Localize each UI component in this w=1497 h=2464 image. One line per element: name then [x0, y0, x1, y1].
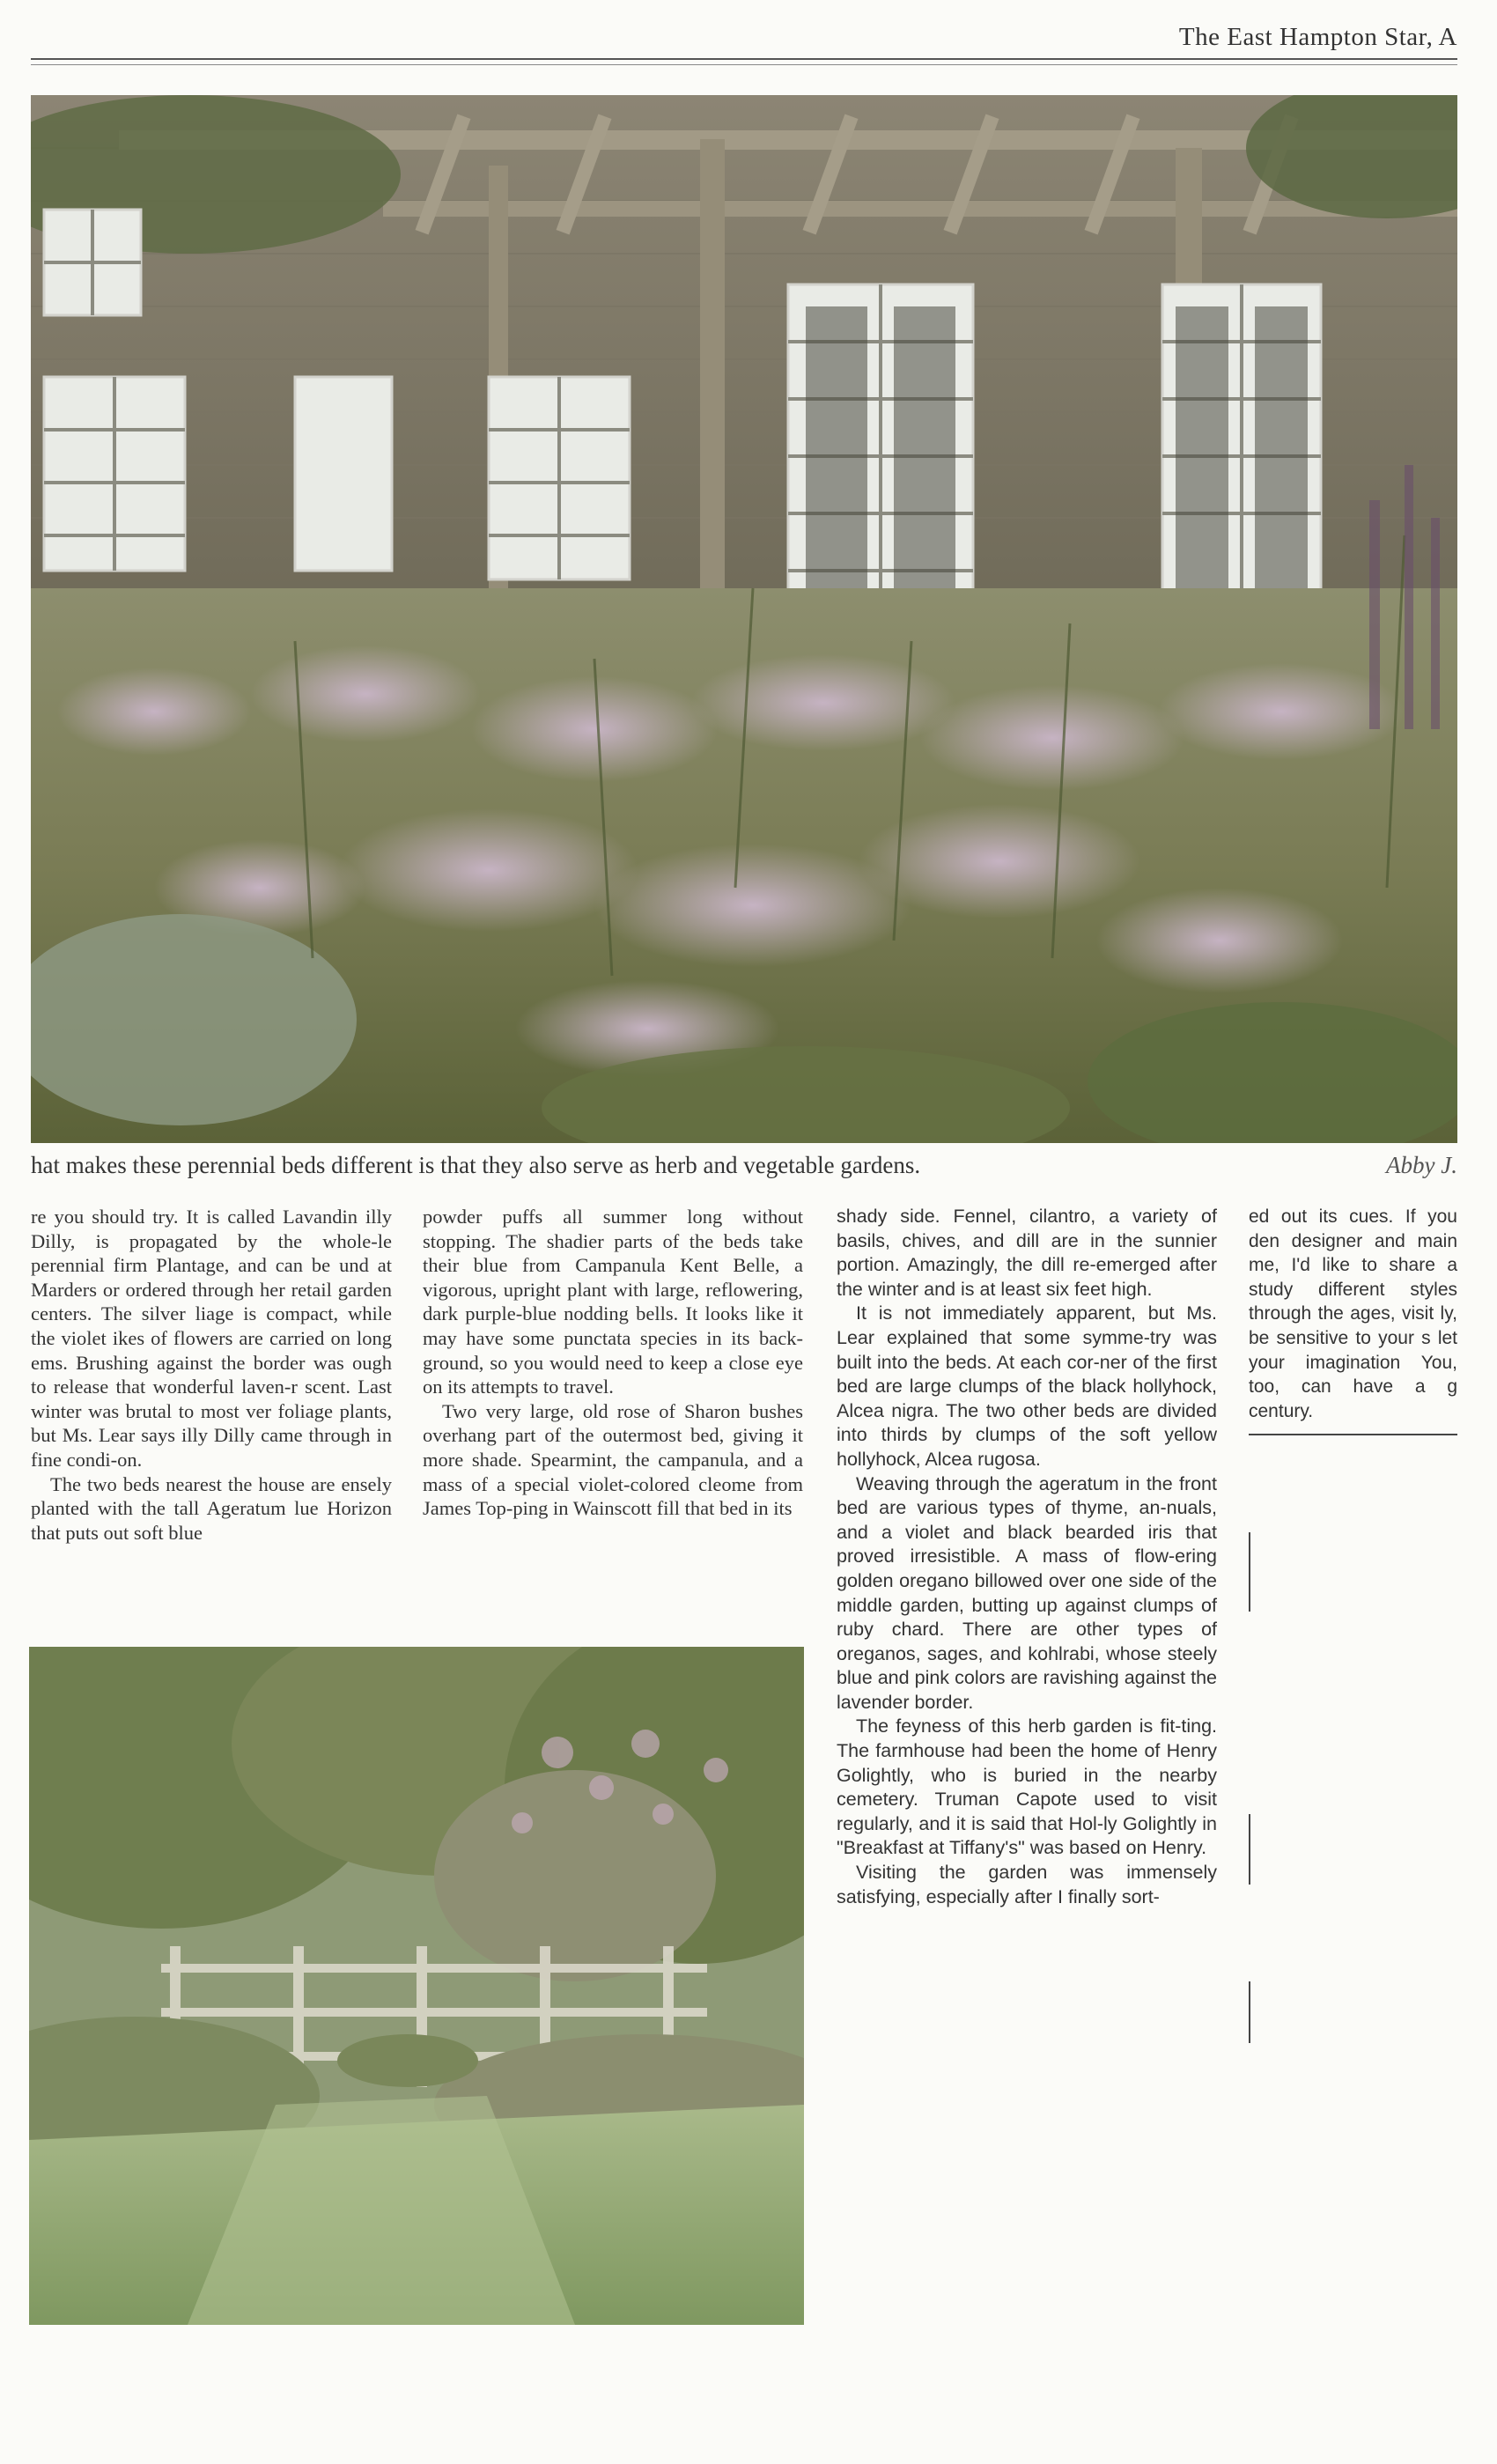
article-column-1 [31, 1205, 392, 1545]
masthead: The East Hampton Star, A [1178, 23, 1457, 51]
margin-mark [1249, 1981, 1250, 2043]
paragraph: Weaving through the ageratum in the front bed are various types of thyme, an-nuals, and a violet and black bearded iris that proved irresistible. A mass of flow-ering golden oregano billowed over one side of the middle garden, butting up against clumps of ruby chard. There are other types of oreganos, sages, and kohlrabi, whose steely blue and pink colors are ravishing against the lavender border. [837, 1472, 1217, 1713]
paragraph: ed out its cues. If you den designer and main me, I'd like to share a study different styles through the ages, visit ly, be sensitive to your s let your imagination You, too, can have a g century. [1249, 1206, 1457, 1421]
header-rule [31, 58, 1457, 60]
paragraph: The two beds nearest the house are ensely planted with the tall Ageratum lue Horizon that puts out soft blue [31, 1472, 392, 1544]
paragraph: Visiting the garden was immensely satisfying, especially after I finally sort- [837, 1862, 1217, 1907]
article-column-2 [423, 1205, 803, 1521]
article-column-4 [1249, 1205, 1457, 1423]
paragraph: powder puffs all summer long without stopping. The shadier parts of the beds take their blue from Campanula Kent Belle, a vigorous, upright plant with large, reflowering, dark purple-blue nodding bells. It looks like it may have some punctata species in its back-ground, so you would need to keep a close eye on its attempts to travel. [423, 1206, 803, 1398]
paragraph: Two very large, old rose of Sharon bushes overhang part of the outermost bed, giving it more shade. Spearmint, the campanula, and a mass of a special violet-colored cleome from James Top-ping in Wainscott fill that bed in its [423, 1399, 803, 1520]
header-rule-thin [31, 64, 1457, 65]
article-column-3 [837, 1205, 1217, 1909]
photo-caption-row [31, 1149, 1457, 1181]
paragraph: The feyness of this herb garden is fit-ting. The farmhouse had been the home of Henry Golightly, who is buried in the nearby cemetery. Truman Capote used to visit regularly, and it is said that Hol-ly Golightly in "Breakfast at Tiffany's" was based on Henry. [837, 1715, 1217, 1859]
margin-mark [1249, 1532, 1250, 1612]
garden-house-photo [31, 95, 1457, 1143]
margin-mark [1249, 1814, 1250, 1885]
paragraph: shady side. Fennel, cilantro, a variety of basils, chives, and dill are in the sunnier portion. Amazingly, the dill re-emerged after the winter and is at least six feet high. [837, 1206, 1217, 1300]
garden-lawn-photo [29, 1647, 804, 2325]
photo-caption: hat makes these perennial beds different is that they also serve as herb and vegetable gardens. [31, 1151, 921, 1178]
paragraph: It is not immediately apparent, but Ms. Lear explained that some symme-try was built into the beds. At each cor-ner of the first bed are large clumps of the black hollyhock, Alcea nigra. The two other beds are divided into thirds by clumps of the soft yellow hollyhock, Alcea rugosa. [837, 1302, 1217, 1470]
photo-credit: Abby J. [1386, 1151, 1457, 1178]
paragraph: re you should try. It is called Lavandin illy Dilly, is propagated by the whole-le perennial firm Plantage, and can be und at Marders or ordered through her retail garden centers. The silver liage is compact, while the violet ikes of flowers are carried on long ems. Brushing against the border was ough to release that wonderful laven-r scent. Last winter was brutal to most ver foliage plants, but Ms. Lear says illy Dilly came through in fine condi-on. [31, 1206, 392, 1471]
column-end-rule [1249, 1434, 1457, 1435]
